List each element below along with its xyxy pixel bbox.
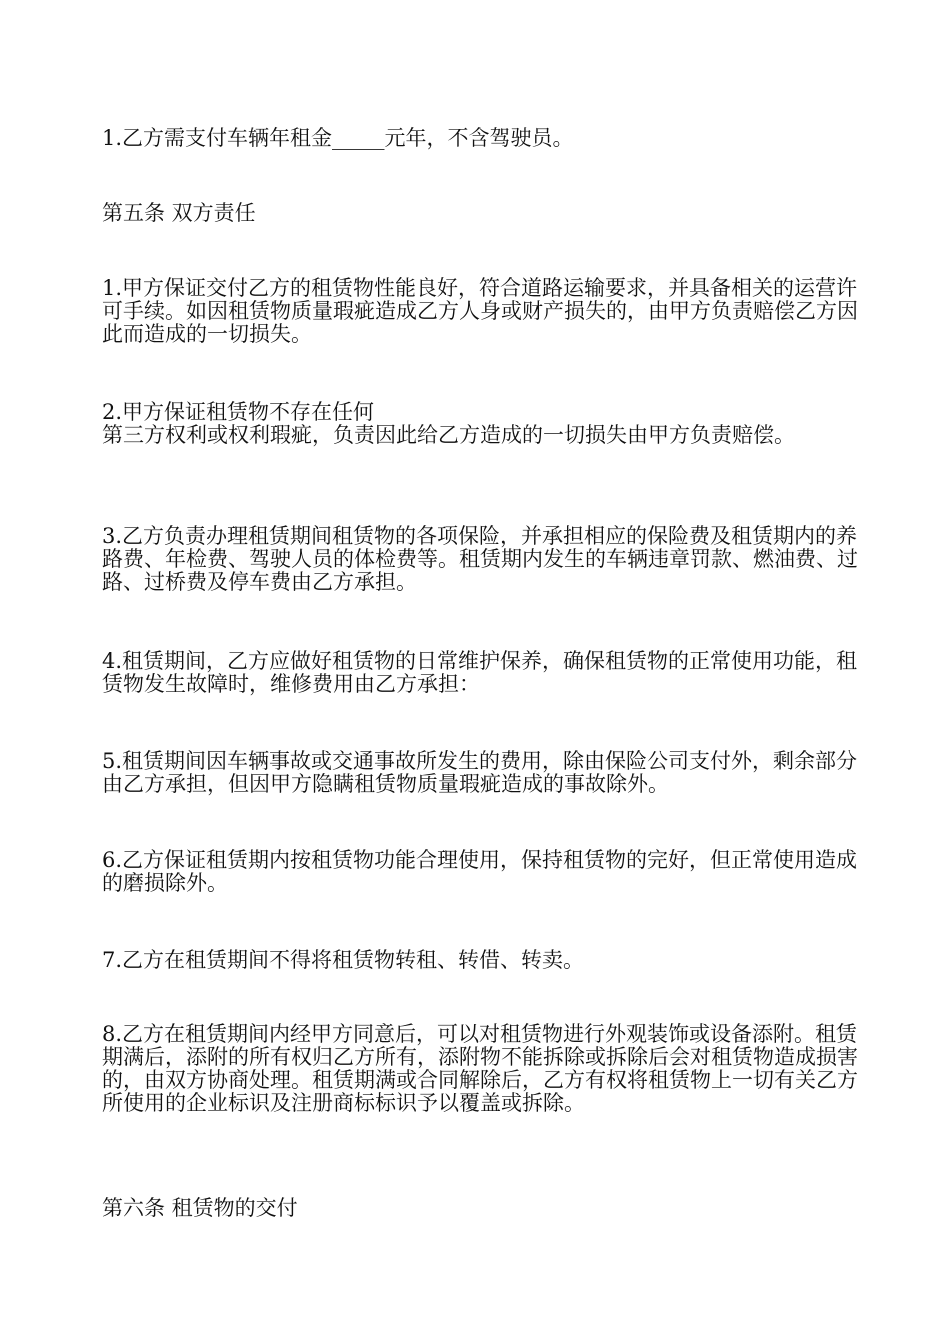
article-5-heading: 第五条 双方责任 [102,201,256,225]
clause-4-item-1: 1.乙方需支付车辆年租金_____元年，不含驾驶员。 [102,126,574,150]
clause-5-item-4: 4.租赁期间，乙方应做好租赁物的日常维护保养，确保租赁物的正常使用功能，租赁物发生故障时，维修费用由乙方承担： [102,649,858,696]
clause-5-item-7: 7.乙方在租赁期间不得将租赁物转租、转借、转卖。 [102,948,585,972]
article-6-heading: 第六条 租赁物的交付 [102,1196,298,1220]
clause-5-item-6: 6.乙方保证租赁期内按租赁物功能合理使用，保持租赁物的完好，但正常使用造成的磨损除外。 [102,848,858,895]
clause-5-item-8: 8.乙方在租赁期间内经甲方同意后，可以对租赁物进行外观装饰或设备添附。租赁期满后，添附的所有权归乙方所有，添附物不能拆除或拆除后会对租赁物造成损害的，由双方协商处理。租赁期满或合同解除后，乙方有权将租赁物上一切有关乙方所使用的企业标识及注册商标标识予以覆盖或拆除。 [102,1022,858,1115]
clause-5-item-1: 1.甲方保证交付乙方的租赁物性能良好，符合道路运输要求，并具备相关的运营许可手续。如因租赁物质量瑕疵造成乙方人身或财产损失的，由甲方负责赔偿乙方因此而造成的一切损失。 [102,276,858,346]
clause-5-item-2: 2.甲方保证租赁物不存在任何 第三方权利或权利瑕疵，负责因此给乙方造成的一切损失由甲方负责赔偿。 [102,400,795,447]
clause-5-item-5: 5.租赁期间因车辆事故或交通事故所发生的费用，除由保险公司支付外，剩余部分由乙方承担，但因甲方隐瞒租赁物质量瑕疵造成的事故除外。 [102,749,858,796]
clause-5-item-3: 3.乙方负责办理租赁期间租赁物的各项保险，并承担相应的保险费及租赁期内的养路费、年检费、驾驶人员的体检费等。租赁期内发生的车辆违章罚款、燃油费、过路、过桥费及停车费由乙方承担。 [102,524,858,594]
